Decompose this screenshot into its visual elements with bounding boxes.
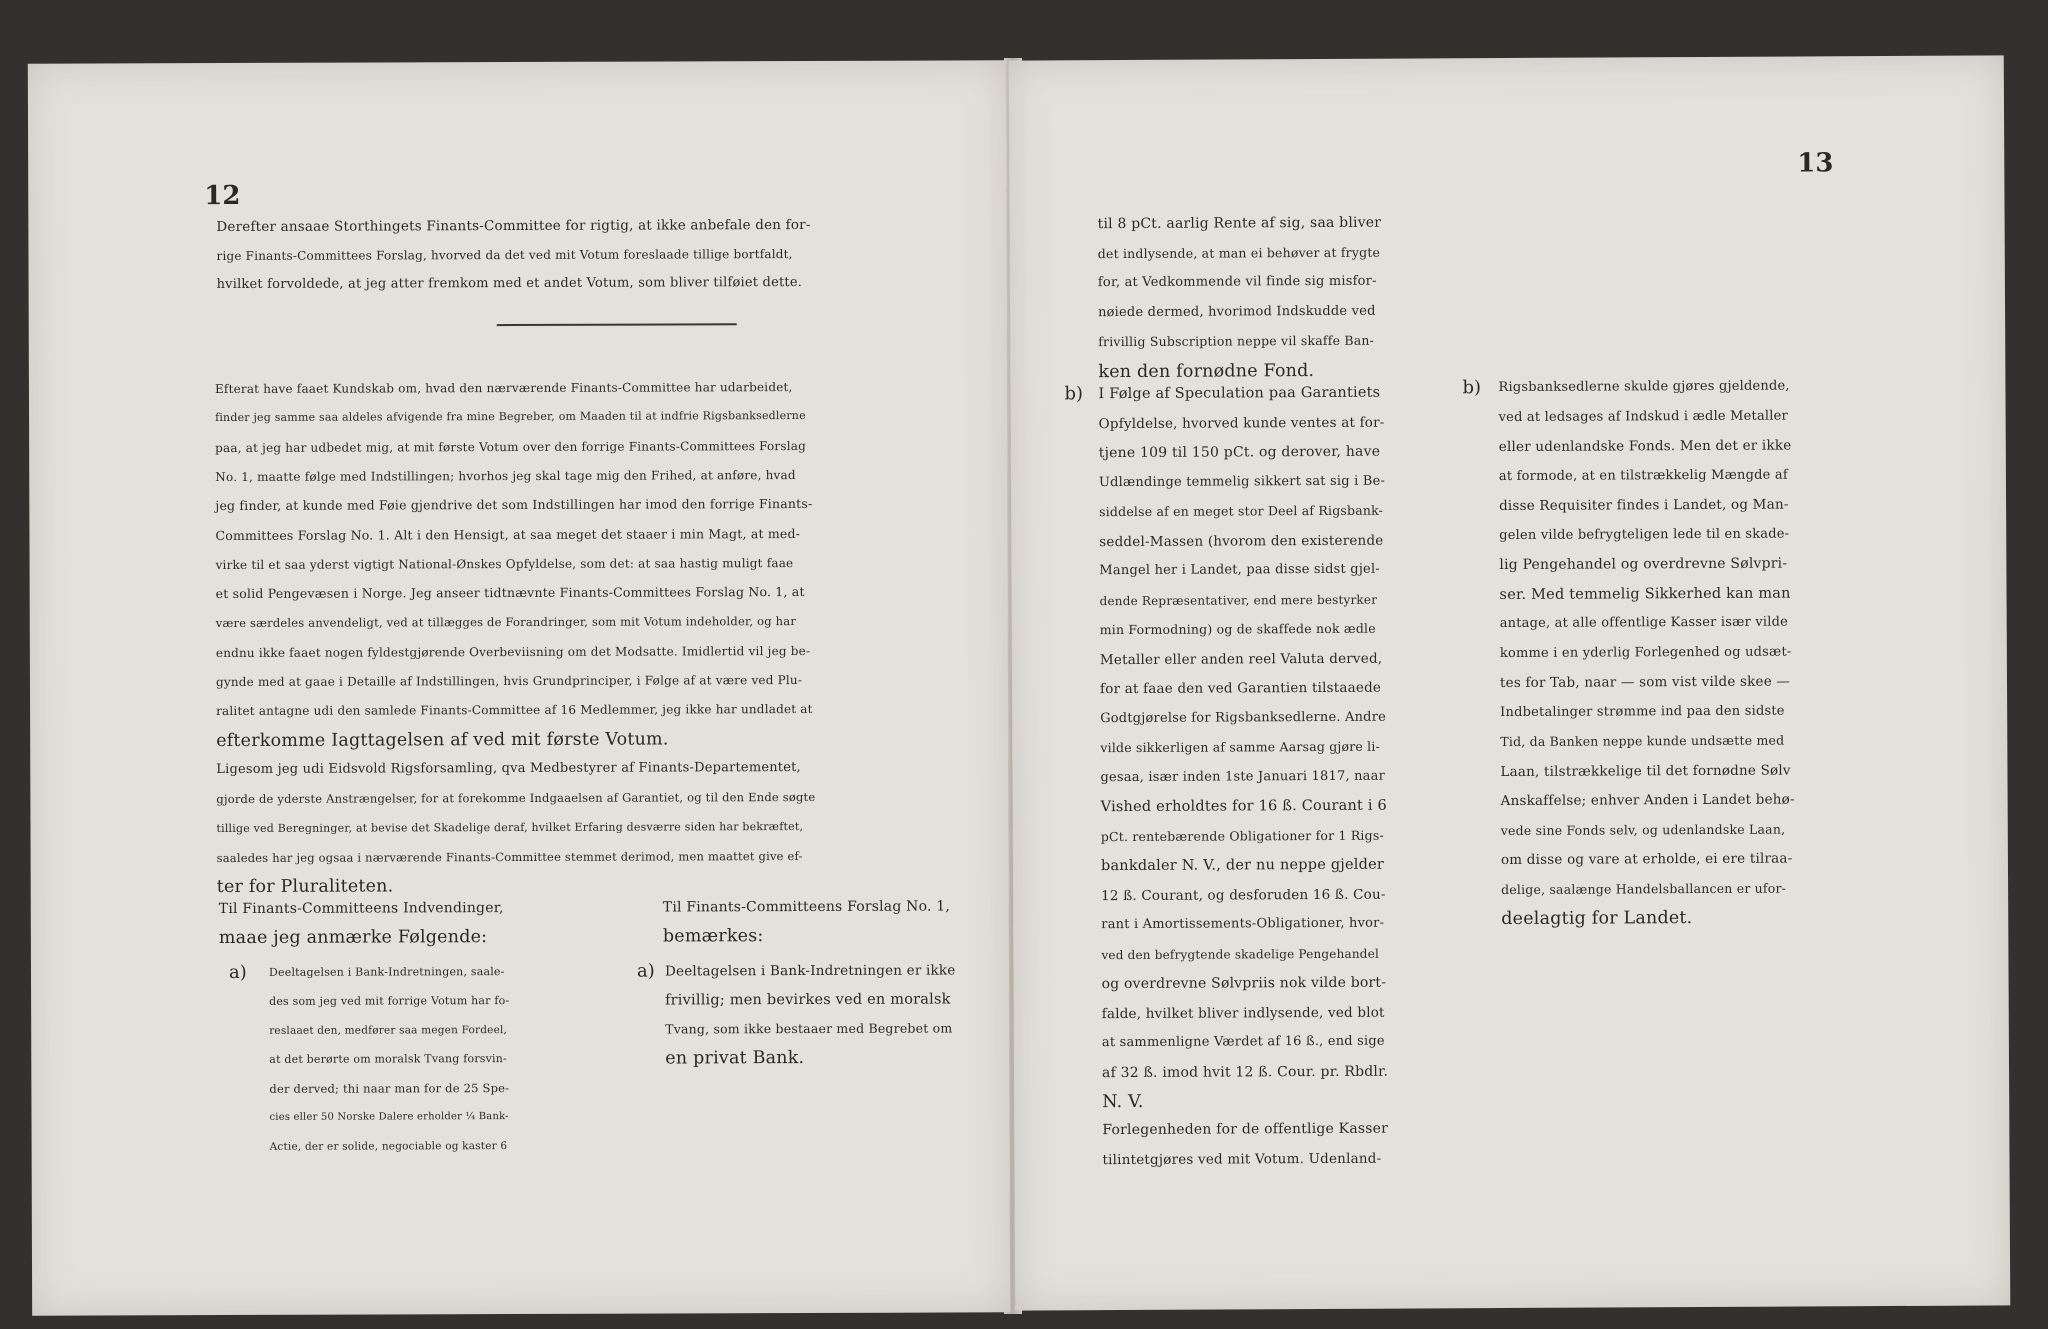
- text-line: Deeltagelsen i Bank-Indretningen, saale-: [268, 965, 505, 979]
- text-line: delige, saalænge Handelsballancen er ufor-: [1501, 880, 1787, 897]
- text-line: af 32 ß. imod hvit 12 ß. Cour. pr. Rbdlr.: [1101, 1063, 1389, 1081]
- text-line: Vished erholdtes for 16 ß. Courant i 6: [1100, 797, 1387, 816]
- text-line: Til Finants-Committeens Forslag No. 1,: [662, 898, 951, 916]
- text-line: endnu ikke faaet nogen fyldestgjørende Overbeviisning om det Modsatte. Imidlertid vil jeg be-: [215, 643, 811, 660]
- text-line: vede sine Fonds selv, og udenlandske Laan,: [1500, 821, 1786, 838]
- text-line: I Følge af Speculation paa Garantiets: [1098, 384, 1381, 403]
- text-line: min Formodning) og de skaffede nok ædle: [1099, 620, 1376, 638]
- text-line: Rigsbanksedlerne skulde gjøres gjeldende,: [1498, 378, 1790, 396]
- text-line: Efterat have faaet Kundskab om, hvad den nærværende Finants-Committee har udarbeidet,: [214, 380, 793, 397]
- right-page: [1009, 55, 2011, 1310]
- text-line: ter for Pluraliteten.: [216, 876, 394, 898]
- page-number-right: 13: [1797, 148, 1834, 179]
- text-line: deelagtig for Landet.: [1501, 908, 1693, 930]
- text-line: ved den befrygtende skadelige Pengehandel: [1101, 946, 1380, 962]
- text-line: antage, at alle offentlige Kasser især vilde: [1499, 614, 1789, 632]
- text-line: Forlegenheden for de offentlige Kasser: [1102, 1120, 1389, 1139]
- text-line: rant i Amortissements-Obligationer, hvor-: [1101, 915, 1385, 933]
- text-line: tes for Tab, naar — som vist vilde skee —: [1499, 673, 1791, 692]
- text-line: 12 ß. Courant, og desforuden 16 ß. Cou-: [1101, 886, 1386, 904]
- text-line: gjorde de yderste Anstrængelser, for at forekomme Indgaaelsen af Garantiet, og til den Ende søgte: [216, 790, 816, 807]
- text-line: ser. Med temmelig Sikkerhed kan man: [1499, 585, 1791, 603]
- text-line: ralitet antagne udi den samlede Finants-Committee af 16 Medlemmer, jeg ikke har undladet at: [216, 702, 813, 719]
- text-line: N. V.: [1102, 1091, 1144, 1113]
- section-divider: [497, 323, 737, 326]
- text-line: Til Finants-Committeens Indvendinger,: [218, 900, 504, 918]
- text-line: til 8 pCt. aarlig Rente af sig, saa bliver: [1097, 214, 1382, 233]
- text-line: gesaa, især inden 1ste Januari 1817, naar: [1100, 768, 1386, 785]
- text-line: et solid Pengevæsen i Norge. Jeg anseer tidtnævnte Finants-Committees Forslag No. 1, at: [215, 584, 805, 602]
- text-line: efterkomme Iagttagelsen af ved mit første Votum.: [216, 729, 669, 751]
- text-line: virke til et saa yderst vigtigt National-Ønskes Opfyldelse, som det: at saa hastig muligt faae: [215, 555, 794, 572]
- text-line: frivillig; men bevirkes ved en moralsk: [665, 991, 951, 1009]
- text-line: eller udenlandske Fonds. Men det er ikke: [1498, 437, 1792, 456]
- text-line: frivillig Subscription neppe vil skaffe Ban-: [1098, 332, 1375, 350]
- text-line: tjene 109 til 150 pCt. og derover, have: [1098, 443, 1381, 462]
- text-line: tilintetgjøres ved mit Votum. Udenland-: [1102, 1150, 1382, 1168]
- page-number-left: 12: [204, 180, 241, 212]
- text-line: gynde med at gaae i Detaille af Indstillingen, hvis Grundprinciper, i Følge af at være ved Plu-: [215, 673, 803, 690]
- text-line: disse Requisiter findes i Landet, og Man-: [1499, 496, 1789, 515]
- text-line: hvilket forvoldede, at jeg atter fremkom med et andet Votum, som bliver tilføiet dette.: [216, 275, 803, 293]
- text-line: pCt. rentebærende Obligationer for 1 Rigs-: [1100, 827, 1384, 844]
- text-line: det indlysende, at man ei behøver at frygte: [1097, 244, 1381, 261]
- item-marker: b): [1462, 377, 1482, 399]
- text-line: Derefter ansaae Storthingets Finants-Committee for rigtig, at ikke anbefale den for-: [216, 216, 811, 236]
- item-marker: a): [228, 961, 247, 984]
- text-line: lig Pengehandel og overdrevne Sølvpri-: [1499, 555, 1788, 574]
- text-line: dende Repræsentativer, end mere bestyrker: [1099, 592, 1378, 608]
- text-line: ved at ledsages af Indskud i ædle Metaller: [1498, 408, 1788, 425]
- text-line: at det berørte om moralsk Tvang forsvin-: [269, 1052, 507, 1066]
- text-line: paa, at jeg har udbedet mig, at mit første Votum over den forrige Finants-Committees Forslag: [215, 438, 807, 455]
- text-line: Mangel her i Landet, paa disse sidst gjel-: [1099, 561, 1380, 579]
- text-line: at sammenligne Værdet af 16 ß., end sige: [1101, 1033, 1385, 1051]
- text-line: at formode, at en tilstrækkelig Mængde af: [1498, 467, 1788, 484]
- text-line: des som jeg ved mit forrige Votum har fo-: [269, 994, 510, 1008]
- text-line: tillige ved Beregninger, at bevise det Skadelige deraf, hvilket Erfaring desværre siden har bekræftet,: [216, 819, 804, 835]
- text-line: komme i en yderlig Forlegenhed og udsæt-: [1499, 644, 1792, 661]
- text-line: være særdeles anvendeligt, ved at tillægges de Forandringer, som mit Votum indeholder, og har: [215, 614, 797, 631]
- text-line: Indbetalinger strømme ind paa den sidste: [1500, 703, 1785, 720]
- text-line: en privat Bank.: [665, 1048, 805, 1069]
- text-line: jeg finder, at kunde med Føie gjendrive det som Indstillingen har imod den forrige Finants-: [215, 496, 813, 514]
- text-line: falde, hvilket bliver indlysende, ved blot: [1101, 1004, 1385, 1022]
- text-line: Deeltagelsen i Bank-Indretningen er ikke: [664, 962, 956, 980]
- text-line: Godtgjørelse for Rigsbanksedlerne. Andre: [1100, 709, 1387, 726]
- text-line: der derved; thi naar man for de 25 Spe-: [269, 1081, 510, 1096]
- text-line: maae jeg anmærke Følgende:: [218, 927, 488, 949]
- text-line: Anskaffelse; enhver Anden i Landet behø-: [1500, 791, 1795, 810]
- text-line: seddel-Massen (hvorom den existerende: [1099, 532, 1384, 550]
- text-line: Committees Forslag No. 1. Alt i den Hensigt, at saa meget det staaer i min Magt, at med-: [215, 525, 801, 543]
- text-line: Udlændinge temmelig sikkert sat sig i Be-: [1098, 473, 1386, 490]
- text-line: bankdaler N. V., der nu neppe gjelder: [1100, 856, 1385, 875]
- item-marker: a): [636, 960, 655, 982]
- item-marker: b): [1064, 383, 1084, 405]
- text-line: rige Finants-Committees Forslag, hvorved da det ved mit Votum foreslaade tillige bortfaldt,: [216, 247, 793, 264]
- text-line: No. 1, maatte følge med Indstillingen; hvorhos jeg skal tage mig den Frihed, at anføre, hvad: [215, 467, 796, 484]
- text-line: Opfyldelse, hvorved kunde ventes at for-: [1098, 414, 1385, 432]
- text-line: Ligesom jeg udi Eidsvold Rigsforsamling, qva Medbestyrer af Finants-Departementet,: [216, 759, 801, 777]
- text-line: finder jeg samme saa aldeles afvigende fra mine Begreber, om Maaden til at indfrie Rigsbanksedlerne: [215, 409, 806, 425]
- text-line: bemærkes:: [662, 926, 764, 947]
- text-line: vilde sikkerligen af samme Aarsag gjøre li-: [1100, 738, 1381, 756]
- left-page: [28, 60, 1010, 1315]
- text-line: om disse og vare at erholde, ei ere tilraa-: [1500, 850, 1793, 869]
- text-line: reslaaet den, medfører saa megen Fordeel,: [269, 1024, 508, 1037]
- text-line: Tvang, som ikke bestaaer med Begrebet om: [665, 1020, 953, 1037]
- text-line: siddelse af en meget stor Deel af Rigsbank-: [1099, 502, 1384, 520]
- text-line: cies eller 50 Norske Dalere erholder ¼ Bank-: [269, 1111, 509, 1123]
- text-line: for at faae den ved Garantien tilstaaede: [1099, 679, 1382, 698]
- text-line: og overdrevne Sølvpriis nok vilde bort-: [1101, 974, 1387, 993]
- text-line: ken den fornødne Fond.: [1098, 360, 1315, 382]
- text-line: Laan, tilstrækkelige til det fornødne Sølv: [1500, 762, 1791, 780]
- text-line: gelen vilde befrygteligen lede til en skade-: [1499, 526, 1790, 543]
- text-line: Tid, da Banken neppe kunde undsætte med: [1500, 732, 1785, 750]
- text-line: Actie, der er solide, negociable og kaster 6: [269, 1140, 508, 1153]
- text-line: nøiede dermed, hvorimod Indskudde ved: [1098, 303, 1376, 320]
- text-line: Metaller eller anden reel Valuta derved,: [1099, 650, 1383, 668]
- text-line: for, at Vedkommende vil finde sig misfor-: [1097, 273, 1377, 291]
- text-line: saaledes har jeg ogsaa i nærværende Finants-Committee stemmet derimod, men maattet give ef-: [216, 848, 803, 865]
